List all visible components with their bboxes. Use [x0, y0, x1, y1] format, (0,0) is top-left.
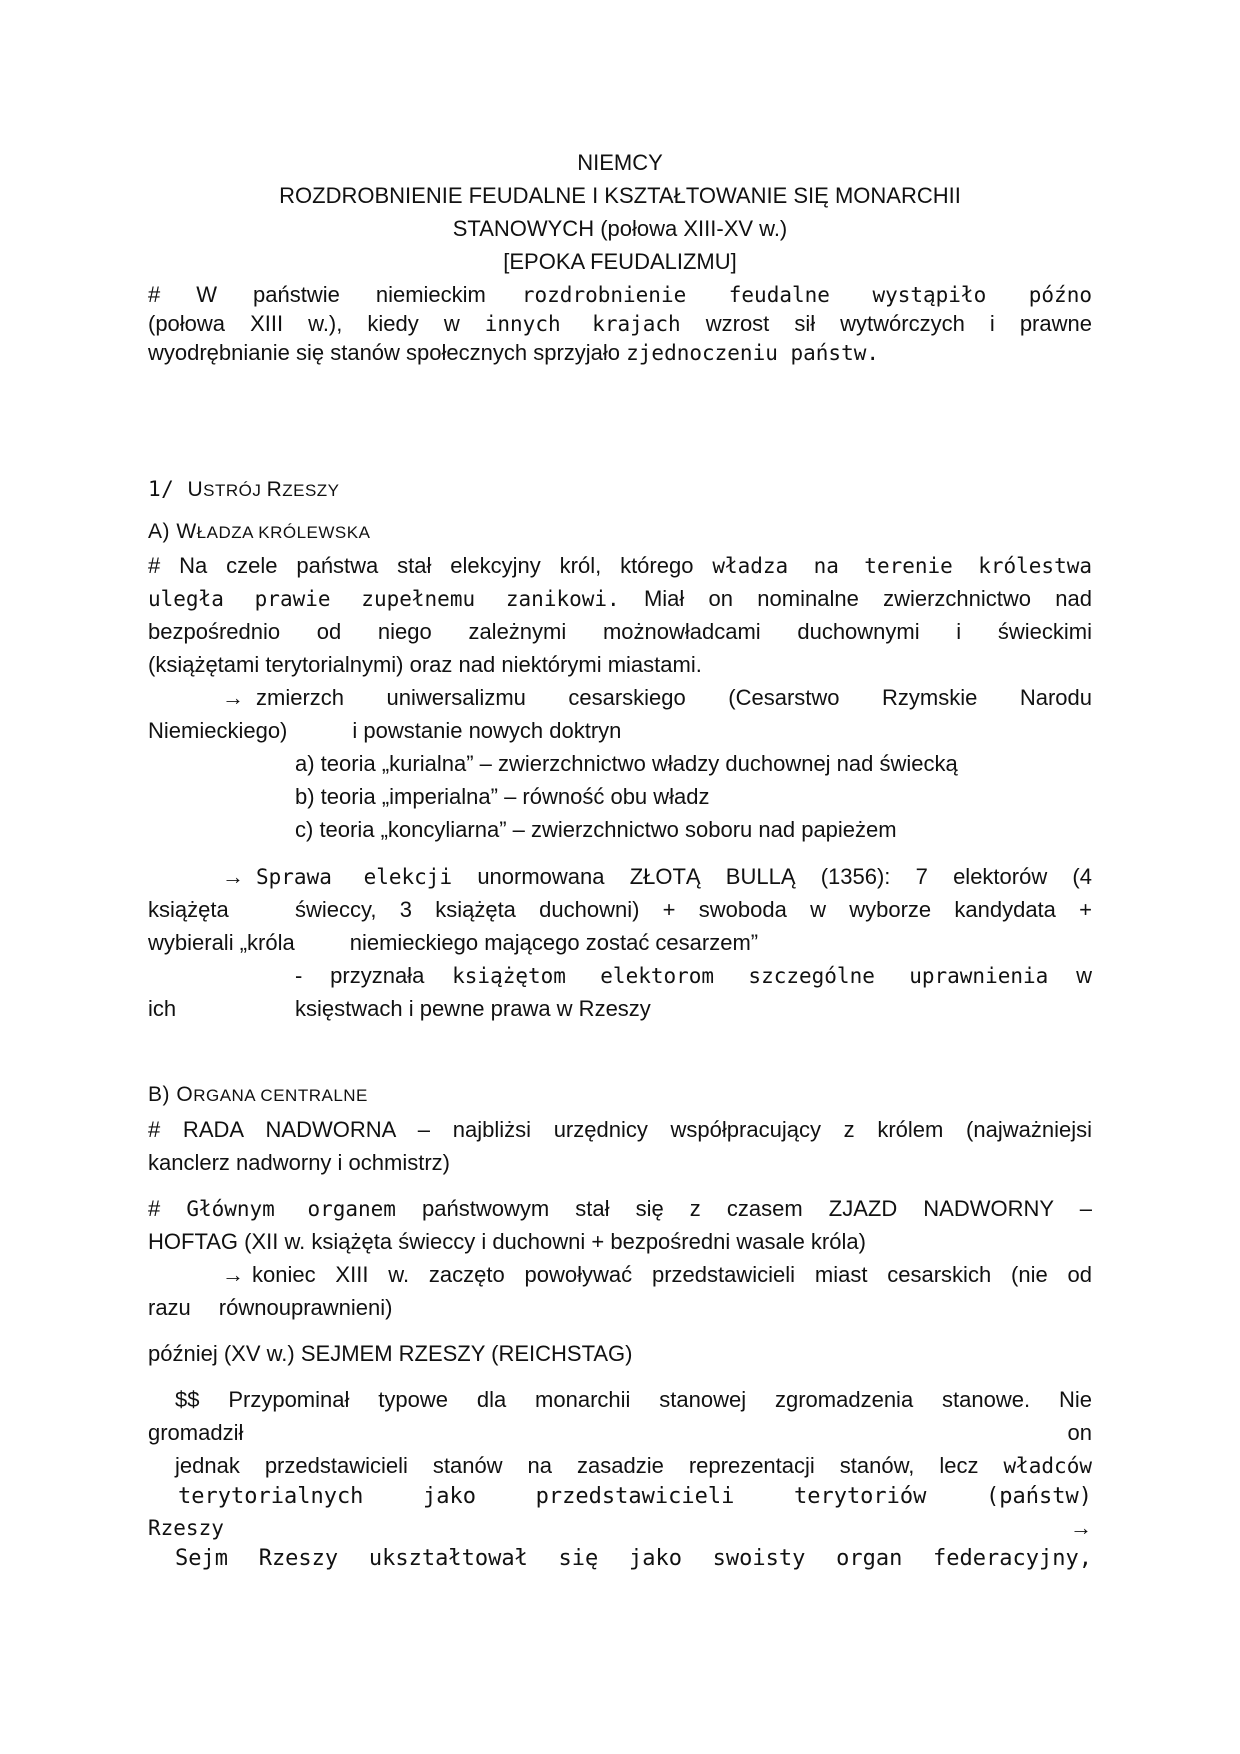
- ss-line-1: $$ Przypominał typowe dla monarchii stanowej zgromadzenia stanowe. Nie: [175, 1387, 1092, 1412]
- theory-c: c) teoria „koncyliarna” – zwierzchnictwo soboru nad papieżem: [295, 817, 897, 842]
- intro-line-2: (połowa XIII w.), kiedy w innych krajach wzrost sił wytwórczych i prawne: [148, 311, 1092, 336]
- intro-line-3: wyodrębnianie się stanów społecznych sprzyjało zjednoczeniu państw.: [148, 340, 880, 365]
- ss-line-6: Sejm Rzeszy ukształtował się jako swoisty organ federacyjny,: [175, 1546, 1092, 1571]
- theory-b: b) teoria „imperialna” – równość obu władz: [295, 784, 710, 809]
- ss-line-5: Rzeszy →: [148, 1511, 1092, 1545]
- section-a-arrow2-line-1: → Sprawa elekcji unormowana ZŁOTĄ BULLĄ (1356): 7 elektorów (4: [222, 860, 1092, 894]
- title-line-2: ROZDROBNIENIE FEUDALNE I KSZTAŁTOWANIE SIĘ MONARCHII: [279, 183, 961, 208]
- ss-line-3: jednak przedstawicieli stanów na zasadzie reprezentacji stanów, lecz władców: [175, 1453, 1092, 1478]
- arrow-right-icon: →: [1070, 1515, 1092, 1540]
- hoftag-line-2: HOFTAG (XII w. książęta świeccy i duchowni + bezpośredni wasale króla): [148, 1229, 866, 1254]
- title-line-3: STANOWYCH (połowa XIII-XV w.): [452, 216, 788, 241]
- rada-line-1: # RADA NADWORNA – najbliżsi urzędnicy współpracujący z królem (najważniejsi: [148, 1117, 1092, 1142]
- hoftag-arrow-line-2: razu równouprawnieni): [148, 1295, 393, 1320]
- arrow-right-icon: →: [222, 685, 244, 710]
- ss-line-4: terytorialnych jako przedstawicieli terytoriów (państw): [178, 1484, 1092, 1509]
- rada-line-2: kanclerz nadworny i ochmistrz): [148, 1150, 450, 1175]
- section-a-heading: A) WŁADZA KRÓLEWSKA: [148, 520, 371, 543]
- later-line: później (XV w.) SEJMEM RZESZY (REICHSTAG): [148, 1341, 633, 1366]
- section-a-p4-line-1: - przyznała książętom elektorom szczególne uprawnienia w: [295, 963, 1093, 988]
- theory-a: a) teoria „kurialna” – zwierzchnictwo władzy duchownej nad świecką: [295, 751, 958, 776]
- section-a-p4-line-2: ich księstwach i pewne prawa w Rzeszy: [148, 996, 651, 1021]
- section-a-p1-line-4: (książętami terytorialnymi) oraz nad niektórymi miastami.: [148, 652, 702, 677]
- section-a-arrow-line-2: Niemieckiego) i powstanie nowych doktryn: [148, 718, 622, 743]
- section-1-heading: 1/ USTRÓJ RZESZY: [148, 477, 340, 501]
- intro-line-1: # W państwie niemieckim rozdrobnienie feudalne wystąpiło późno: [148, 282, 1092, 307]
- document-title: [148, 146, 1092, 278]
- arrow-right-icon: →: [222, 864, 244, 889]
- hoftag-line-1: # Głównym organem państwowym stał się z czasem ZJAZD NADWORNY –: [148, 1196, 1092, 1221]
- section-a-arrow-line-1: → zmierzch uniwersalizmu cesarskiego (Cesarstwo Rzymskie Narodu: [222, 681, 1092, 714]
- section-a-p1-line-1: # Na czele państwa stał elekcyjny król, którego władza na terenie królestwa: [148, 553, 1092, 578]
- arrow-right-icon: →: [222, 1262, 244, 1287]
- section-a-arrow2-line-3: wybierali „króla niemieckiego mającego zostać cesarzem”: [148, 930, 759, 955]
- section-a-p1-line-3: bezpośrednio od niego zależnymi możnowładcami duchownymi i świeckimi: [148, 619, 1092, 644]
- section-a-arrow2-line-2: książęta świeccy, 3 książęta duchowni) + swoboda w wyborze kandydata +: [148, 897, 1092, 922]
- title-line-4: [EPOKA FEUDALIZMU]: [503, 249, 737, 274]
- section-b-heading: B) ORGANA CENTRALNE: [148, 1083, 368, 1106]
- title-line-1: NIEMCY: [577, 150, 663, 175]
- ss-line-2: gromadził on: [148, 1420, 1092, 1445]
- hoftag-arrow-line-1: → koniec XIII w. zaczęto powoływać przedstawicieli miast cesarskich (nie od: [222, 1258, 1092, 1291]
- section-a-p1-line-2: uległa prawie zupełnemu zanikowi. Miał on nominalne zwierzchnictwo nad: [148, 586, 1092, 611]
